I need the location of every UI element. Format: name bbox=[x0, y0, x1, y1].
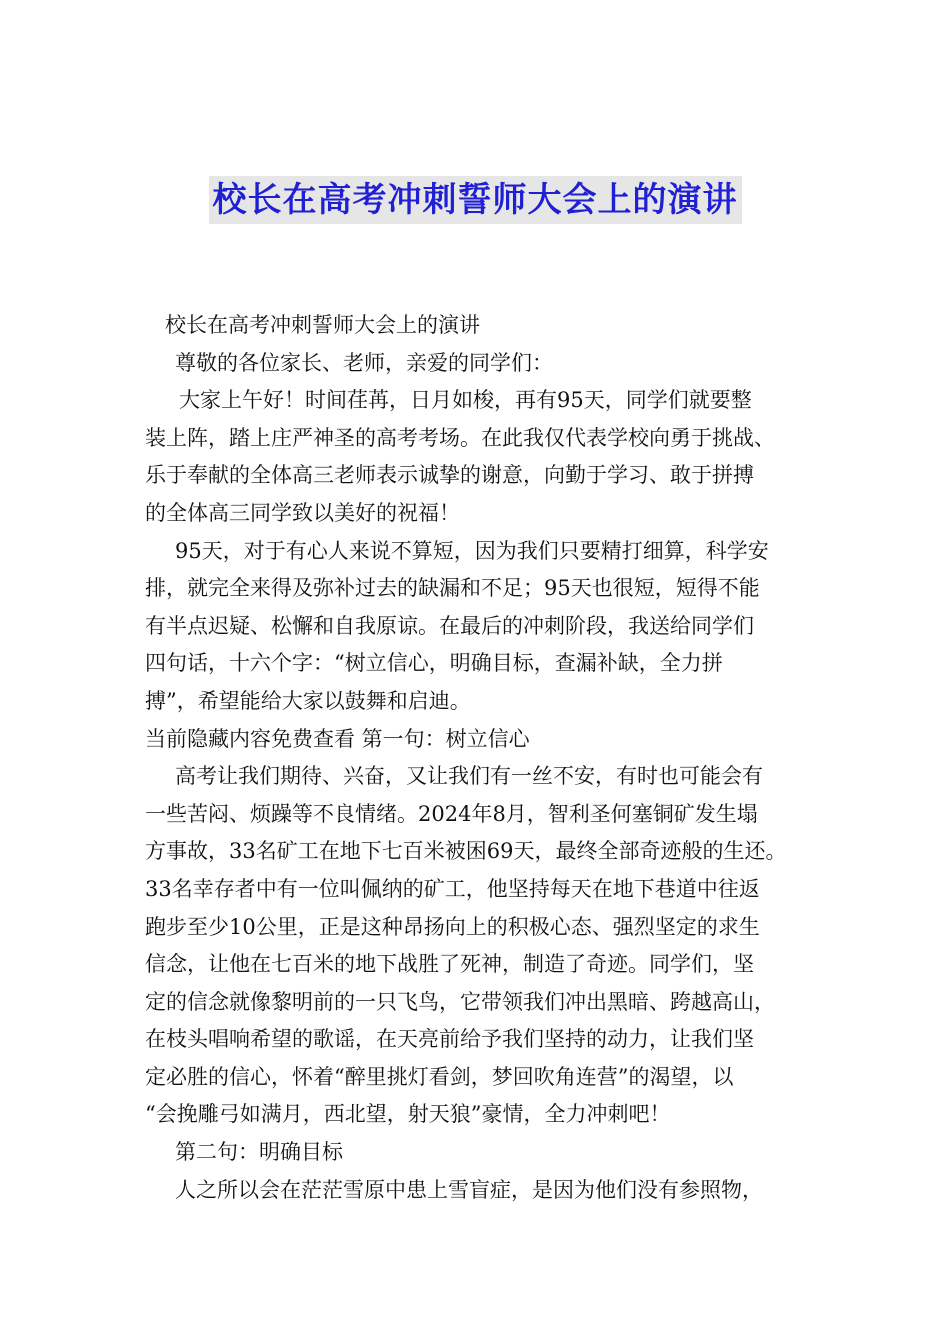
body-line: 搏”，希望能给大家以鼓舞和启迪。 bbox=[145, 688, 471, 713]
document-title: 校长在高考冲刺誓师大会上的演讲 bbox=[209, 176, 742, 224]
body-line: 尊敬的各位家长、老师，亲爱的同学们： bbox=[175, 350, 553, 375]
body-line: 四句话，十六个字：“树立信心，明确目标，查漏补缺，全力拼 bbox=[145, 651, 723, 676]
body-line: 大家上午好！时间荏苒，日月如梭，再有95天，同学们就要整 bbox=[179, 388, 752, 413]
body-line: 33名幸存者中有一位叫佩纳的矿工，他坚持每天在地下巷道中往返 bbox=[145, 876, 760, 901]
body-line: 当前隐藏内容免费查看 第一句：树立信心 bbox=[145, 726, 530, 751]
body-line: 第二句：明确目标 bbox=[175, 1140, 343, 1165]
body-line: “会挽雕弓如满月，西北望，射天狼”豪情，全力冲刺吧！ bbox=[145, 1102, 671, 1127]
body-line: 校长在高考冲刺誓师大会上的演讲 bbox=[165, 313, 480, 337]
body-line: 乐于奉献的全体高三老师表示诚挚的谢意，向勤于学习、敢于拼搏 bbox=[145, 463, 754, 488]
body-line: 高考让我们期待、兴奋，又让我们有一丝不安，有时也可能会有 bbox=[175, 764, 763, 789]
body-line: 跑步至少10公里，正是这种昂扬向上的积极心态、强烈坚定的求生 bbox=[145, 914, 760, 939]
title-container bbox=[0, 176, 950, 224]
document-body bbox=[145, 307, 817, 1209]
body-line: 有半点迟疑、松懈和自我原谅。在最后的冲刺阶段，我送给同学们 bbox=[145, 613, 754, 638]
body-line: 95天，对于有心人来说不算短，因为我们只要精打细算，科学安 bbox=[175, 538, 769, 563]
body-line: 一些苦闷、烦躁等不良情绪。2024年8月，智利圣何塞铜矿发生塌 bbox=[145, 801, 758, 826]
body-line: 定必胜的信心，怀着“醉里挑灯看剑，梦回吹角连营”的渴望，以 bbox=[145, 1064, 734, 1089]
body-line: 在枝头唱响希望的歌谣，在天亮前给予我们坚持的动力，让我们坚 bbox=[145, 1027, 754, 1052]
body-line: 的全体高三同学致以美好的祝福！ bbox=[145, 500, 460, 525]
body-line: 信念，让他在七百米的地下战胜了死神，制造了奇迹。同学们，坚 bbox=[145, 952, 754, 977]
body-line: 方事故，33名矿工在地下七百米被困69天，最终全部奇迹般的生还。 bbox=[145, 839, 787, 864]
body-line: 装上阵，踏上庄严神圣的高考考场。在此我仅代表学校向勇于挑战、 bbox=[145, 425, 775, 450]
body-line: 排，就完全来得及弥补过去的缺漏和不足；95天也很短，短得不能 bbox=[145, 576, 760, 601]
body-line: 定的信念就像黎明前的一只飞鸟，它带领我们冲出黑暗、跨越高山， bbox=[145, 989, 775, 1014]
body-line: 人之所以会在茫茫雪原中患上雪盲症，是因为他们没有参照物， bbox=[175, 1177, 763, 1202]
